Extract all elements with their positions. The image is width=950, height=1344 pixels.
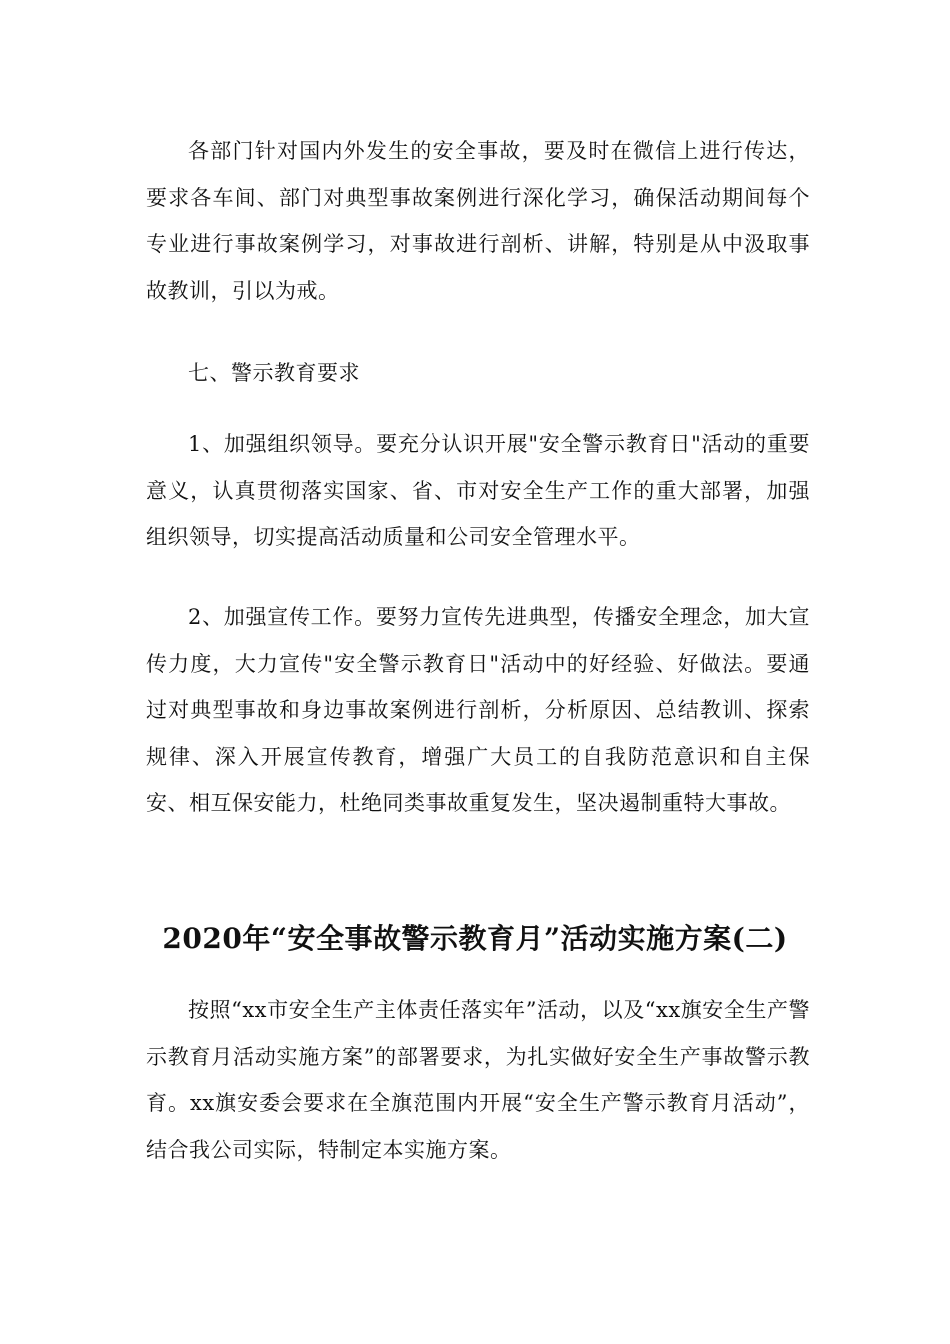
body-paragraph: 各部门针对国内外发生的安全事故，要及时在微信上进行传达，要求各车间、部门对典型事故案例进行深化学习，确保活动期间每个专业进行事故案例学习，对事故进行剖析、讲解，特别是从中汲取事故教训，引以为戒。	[146, 139, 810, 303]
body-paragraph: 1、加强组织领导。要充分认识开展"安全警示教育日"活动的重要意义，认真贯彻落实国家、省、市对安全生产工作的重大部署，加强组织领导，切实提高活动质量和公司安全管理水平。	[146, 432, 810, 549]
body-paragraph: 按照“xx市安全生产主体责任落实年”活动，以及“xx旗安全生产警示教育月活动实施方案”的部署要求，为扎实做好安全生产事故警示教育。xx旗安委会要求在全旗范围内开展“安全生产警示教育月活动”，结合我公司实际，特制定本实施方案。	[146, 998, 810, 1162]
document-title: 2020年“安全事故警示教育月”活动实施方案(二)	[162, 922, 788, 955]
body-paragraph: 2、加强宣传工作。要努力宣传先进典型，传播安全理念，加大宣传力度，大力宣传"安全警示教育日"活动中的好经验、好做法。要通过对典型事故和身边事故案例进行剖析，分析原因、总结教训、探索规律、深入开展宣传教育，增强广大员工的自我防范意识和自主保安、相互保安能力，杜绝同类事故重复发生，坚决遏制重特大事故。	[146, 605, 810, 815]
section-heading: 七、警示教育要求	[188, 361, 360, 385]
